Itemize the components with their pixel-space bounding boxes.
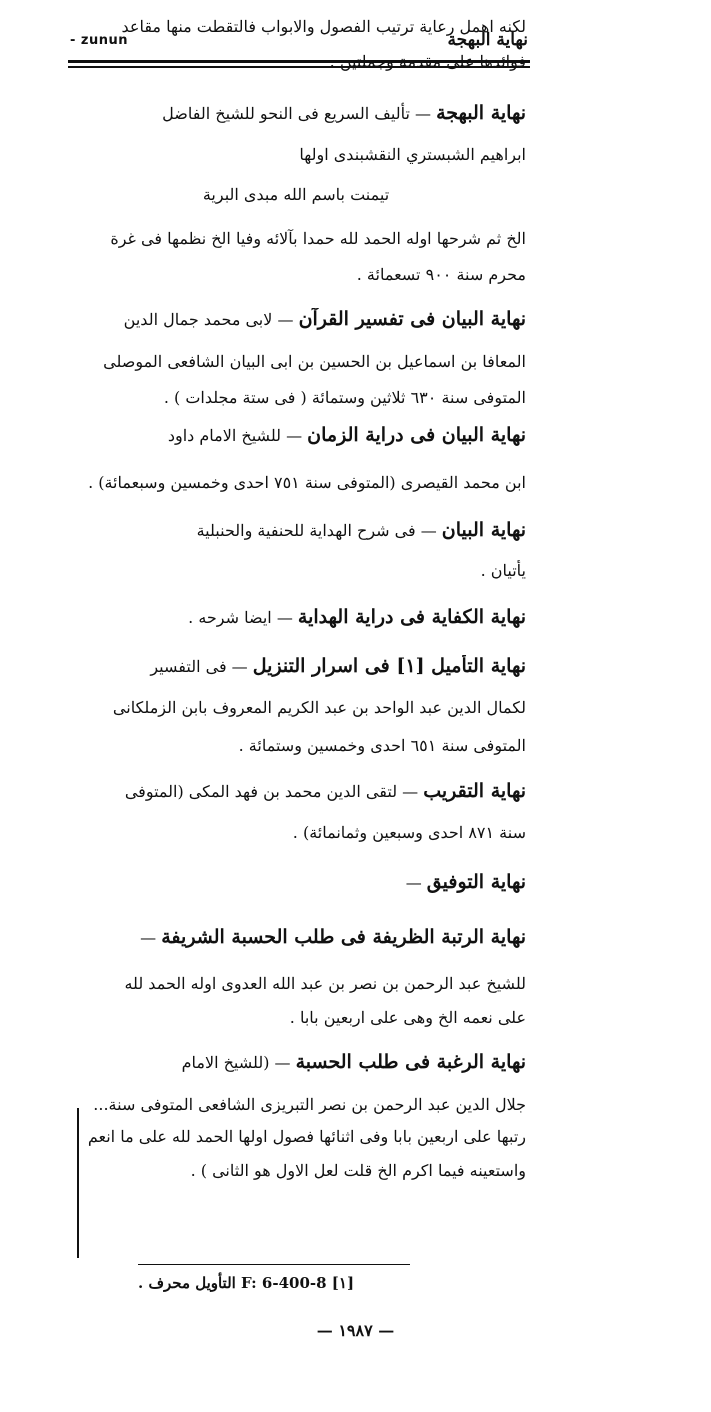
entry-line	[66, 387, 526, 409]
entry-title: نهاية الرغبة فى طلب الحسبة	[295, 1051, 526, 1073]
entry-line	[66, 472, 526, 494]
entry-line	[66, 1051, 526, 1074]
entry-text: رتبها على اربعين بابا وفى اثنائها فصول اولها الحمد لله على ما انعم	[87, 1127, 526, 1146]
entry-text: جلال الدين عبد الرحمن بن نصر التبريزى الشافعى المتوفى سنة...	[93, 1095, 526, 1114]
entry-title: نهاية التقريب	[423, 780, 526, 802]
entry-text: — فى شرح الهداية للحنفية والحنبلية	[196, 521, 442, 540]
entry-title: نهاية التوفيق	[426, 871, 526, 893]
entry-text: ابن محمد القيصرى (المتوفى سنة ٧٥١ احدى وخمسين وسبعمائة) .	[88, 473, 526, 492]
entry-line	[66, 926, 526, 949]
entry-line	[66, 228, 526, 250]
entry-text: — تأليف السريع فى النحو للشيخ الفاضل	[162, 104, 437, 123]
entry-text: على نعمه الخ وهى على اربعين بابا .	[289, 1008, 526, 1027]
entry-line	[66, 51, 526, 73]
entry-line	[66, 308, 526, 331]
entry-text: — فى التفسير	[150, 657, 253, 676]
entry-text: واستعينه فيما اكرم الخ قلت لعل الاول هو الثانى ) .	[190, 1161, 526, 1180]
entry-text: يأتيان .	[480, 561, 526, 580]
entry-text: — ايضا شرحه .	[188, 608, 298, 627]
entry-line	[66, 1126, 526, 1148]
entry-text: —	[140, 928, 162, 947]
entry-text: تيمنت باسم الله مبدى البرية	[202, 185, 390, 204]
header-running-title: نهاية البهجة	[447, 30, 528, 50]
entry-line	[66, 184, 526, 206]
entry-text: — لتقى الدين محمد بن فهد المكى (المتوفى	[124, 782, 424, 801]
entry-line	[66, 144, 526, 166]
entry-line	[66, 16, 526, 38]
entry-title: نهاية البيان فى دراية الزمان	[307, 424, 526, 446]
entry-text: الخ ثم شرحها اوله الحمد لله حمدا بآلائه وفيا الخ نظمها فى غرة	[110, 229, 526, 248]
entry-title: نهاية الكفاية فى دراية الهداية	[297, 606, 526, 628]
entry-text: لكنه اهمل رعاية ترتيب الفصول والابواب فالتقطت منها مقاعد	[121, 17, 526, 36]
entry-line	[66, 264, 526, 286]
entry-text: —	[405, 873, 427, 892]
entry-line	[66, 655, 526, 678]
entry-text: المتوفى سنة ٦٥١ احدى وخمسين وستمائة .	[238, 736, 526, 755]
entry-title: نهاية البيان فى تفسير القرآن	[298, 308, 526, 330]
page-number: — ١٩٨٧ —	[316, 1321, 395, 1340]
entry-text: لكمال الدين عبد الواحد بن عبد الكريم المعروف بابن الزملكانى	[112, 698, 526, 717]
entry-text: فوائدها على مقدمة وجملتين .	[329, 52, 526, 71]
entry-title: نهاية التأميل [١] فى اسرار التنزيل	[252, 655, 526, 677]
entry-line	[66, 1007, 526, 1029]
entry-text: — للشيخ الامام داود	[167, 426, 308, 445]
entry-title: نهاية البيان	[441, 519, 526, 541]
entry-line	[66, 1160, 526, 1182]
footnote: [١] F: 6-400-8 التأويل محرف .	[138, 1274, 355, 1292]
entry-line	[66, 424, 526, 447]
entry-line	[66, 519, 526, 542]
entry-line	[66, 735, 526, 757]
entry-text: المعافا بن اسماعيل بن الحسين بن ابى البيان الشافعى الموصلى	[103, 352, 526, 371]
entry-line	[66, 606, 526, 629]
entry-text: — لابى محمد جمال الدين	[123, 310, 299, 329]
entry-line	[66, 560, 526, 582]
entry-title: نهاية البهجة	[436, 102, 526, 124]
entry-line	[66, 697, 526, 719]
margin-bar	[77, 1108, 79, 1258]
entry-text: ابراهيم الشبستري النقشبندى اولها	[299, 145, 526, 164]
entry-line	[66, 1094, 526, 1116]
entry-line	[66, 102, 526, 125]
entry-line	[66, 780, 526, 803]
footnote-rule	[138, 1264, 410, 1265]
header-left-text: - zunun	[70, 33, 129, 48]
entry-line	[66, 822, 526, 844]
entry-text: — (للشيخ الامام	[181, 1053, 296, 1072]
entry-line	[66, 351, 526, 373]
entry-line	[66, 871, 526, 894]
entry-line	[66, 973, 526, 995]
entry-text: سنة ٨٧١ احدى وسبعين وثمانمائة) .	[292, 823, 526, 842]
entry-text: المتوفى سنة ٦٣٠ ثلاثين وستمائة ( فى ستة مجلدات ) .	[163, 388, 526, 407]
entry-title: نهاية الرتبة الظريفة فى طلب الحسبة الشريفة	[161, 926, 526, 948]
entry-text: للشيخ عبد الرحمن بن نصر بن عبد الله العدوى اوله الحمد لله	[124, 974, 526, 993]
entry-text: محرم سنة ٩٠٠ تسعمائة .	[356, 265, 526, 284]
